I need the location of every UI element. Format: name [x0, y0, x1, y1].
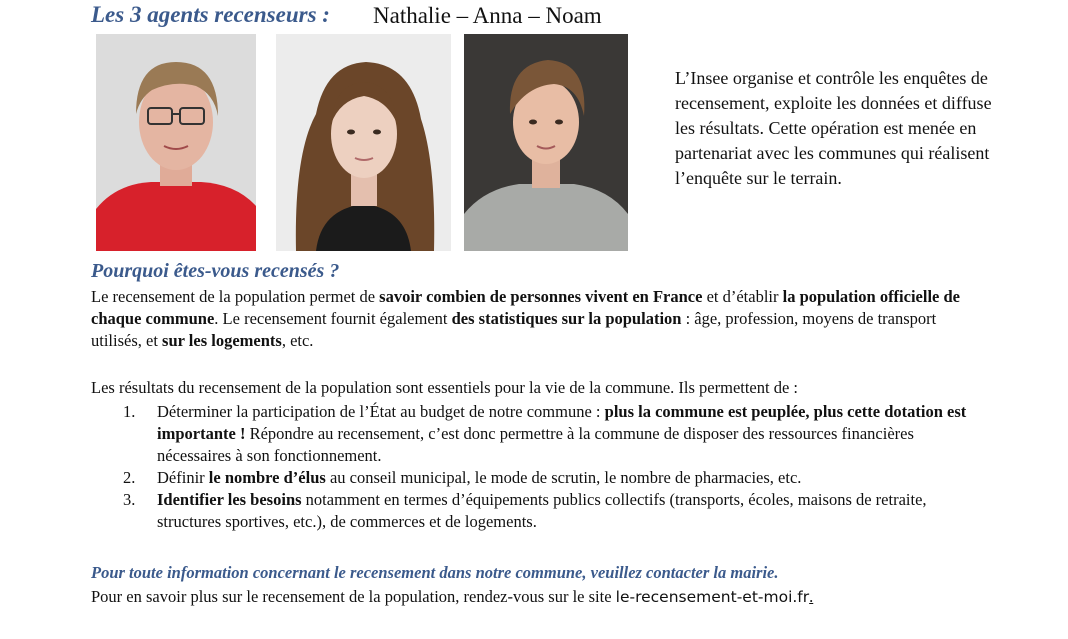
results-intro: Les résultats du recensement de la population sont essentiels pour la vie de la commune. Ils permettent de :	[91, 378, 799, 397]
more-info-text: Pour en savoir plus sur le recensement de la population, rendez-vous sur le site	[91, 587, 616, 606]
list-number: 1.	[123, 402, 136, 421]
more-info	[91, 587, 813, 607]
bold-text: des statistiques sur la population	[451, 309, 682, 328]
why-heading: Pourquoi êtes-vous recensés ?	[91, 260, 340, 282]
list-number: 3.	[123, 490, 136, 509]
why-paragraph	[91, 286, 961, 352]
list-item	[91, 489, 971, 533]
insee-description: L’Insee organise et contrôle les enquêtes de recensement, exploite les données et diffuse les résultats. Cette opération est menée en partenariat avec les communes qui réalisent l’enquête sur le terrain.	[675, 68, 992, 188]
list-item	[91, 467, 971, 489]
bold-text: sur les logements	[162, 331, 282, 350]
uses-list	[91, 401, 971, 533]
photo-anna	[276, 34, 451, 251]
more-info-dot: .	[809, 587, 814, 606]
text-run: , etc.	[281, 331, 314, 350]
text-run: au conseil municipal, le mode de scrutin, le nombre de pharmacies, etc.	[325, 468, 802, 487]
text-run: Déterminer la participation de l’État au budget de notre commune :	[157, 402, 605, 421]
list-number: 2.	[123, 468, 136, 487]
text-run: : âge, profession, moyens de transport utilisés, et	[91, 309, 937, 350]
agents-heading: Les 3 agents recenseurs :	[91, 2, 330, 27]
text-run: . Le recensement fournit également	[214, 309, 452, 328]
bold-text: le nombre d’élus	[208, 468, 326, 487]
bold-text: plus la commune est peuplée, plus cette dotation est importante !	[157, 402, 967, 443]
bold-text: savoir combien de personnes vivent en France	[379, 287, 703, 306]
photo-nathalie	[96, 34, 256, 251]
contact-note: Pour toute information concernant le recensement dans notre commune, veuillez contacter la mairie.	[91, 563, 779, 582]
text-run: et d’établir	[702, 287, 783, 306]
text-run: notamment en termes d’équipements publics collectifs (transports, écoles, maisons de retraite, structures sportives, etc.), de commerces et de logements.	[157, 490, 927, 531]
site-link[interactable]: le-recensement-et-moi.fr	[615, 588, 810, 606]
text-run: Répondre au recensement, c’est donc permettre à la commune de disposer des ressources financières nécessaires à son fonctionnement.	[157, 424, 914, 465]
bold-text: la population officielle de chaque commune	[91, 287, 960, 328]
photo-noam	[464, 34, 628, 251]
agents-names: Nathalie – Anna – Noam	[373, 3, 602, 28]
bold-text: Identifier les besoins	[157, 490, 302, 509]
text-run: Définir	[157, 468, 209, 487]
text-run: Le recensement de la population permet de	[91, 287, 380, 306]
list-item	[91, 401, 971, 467]
